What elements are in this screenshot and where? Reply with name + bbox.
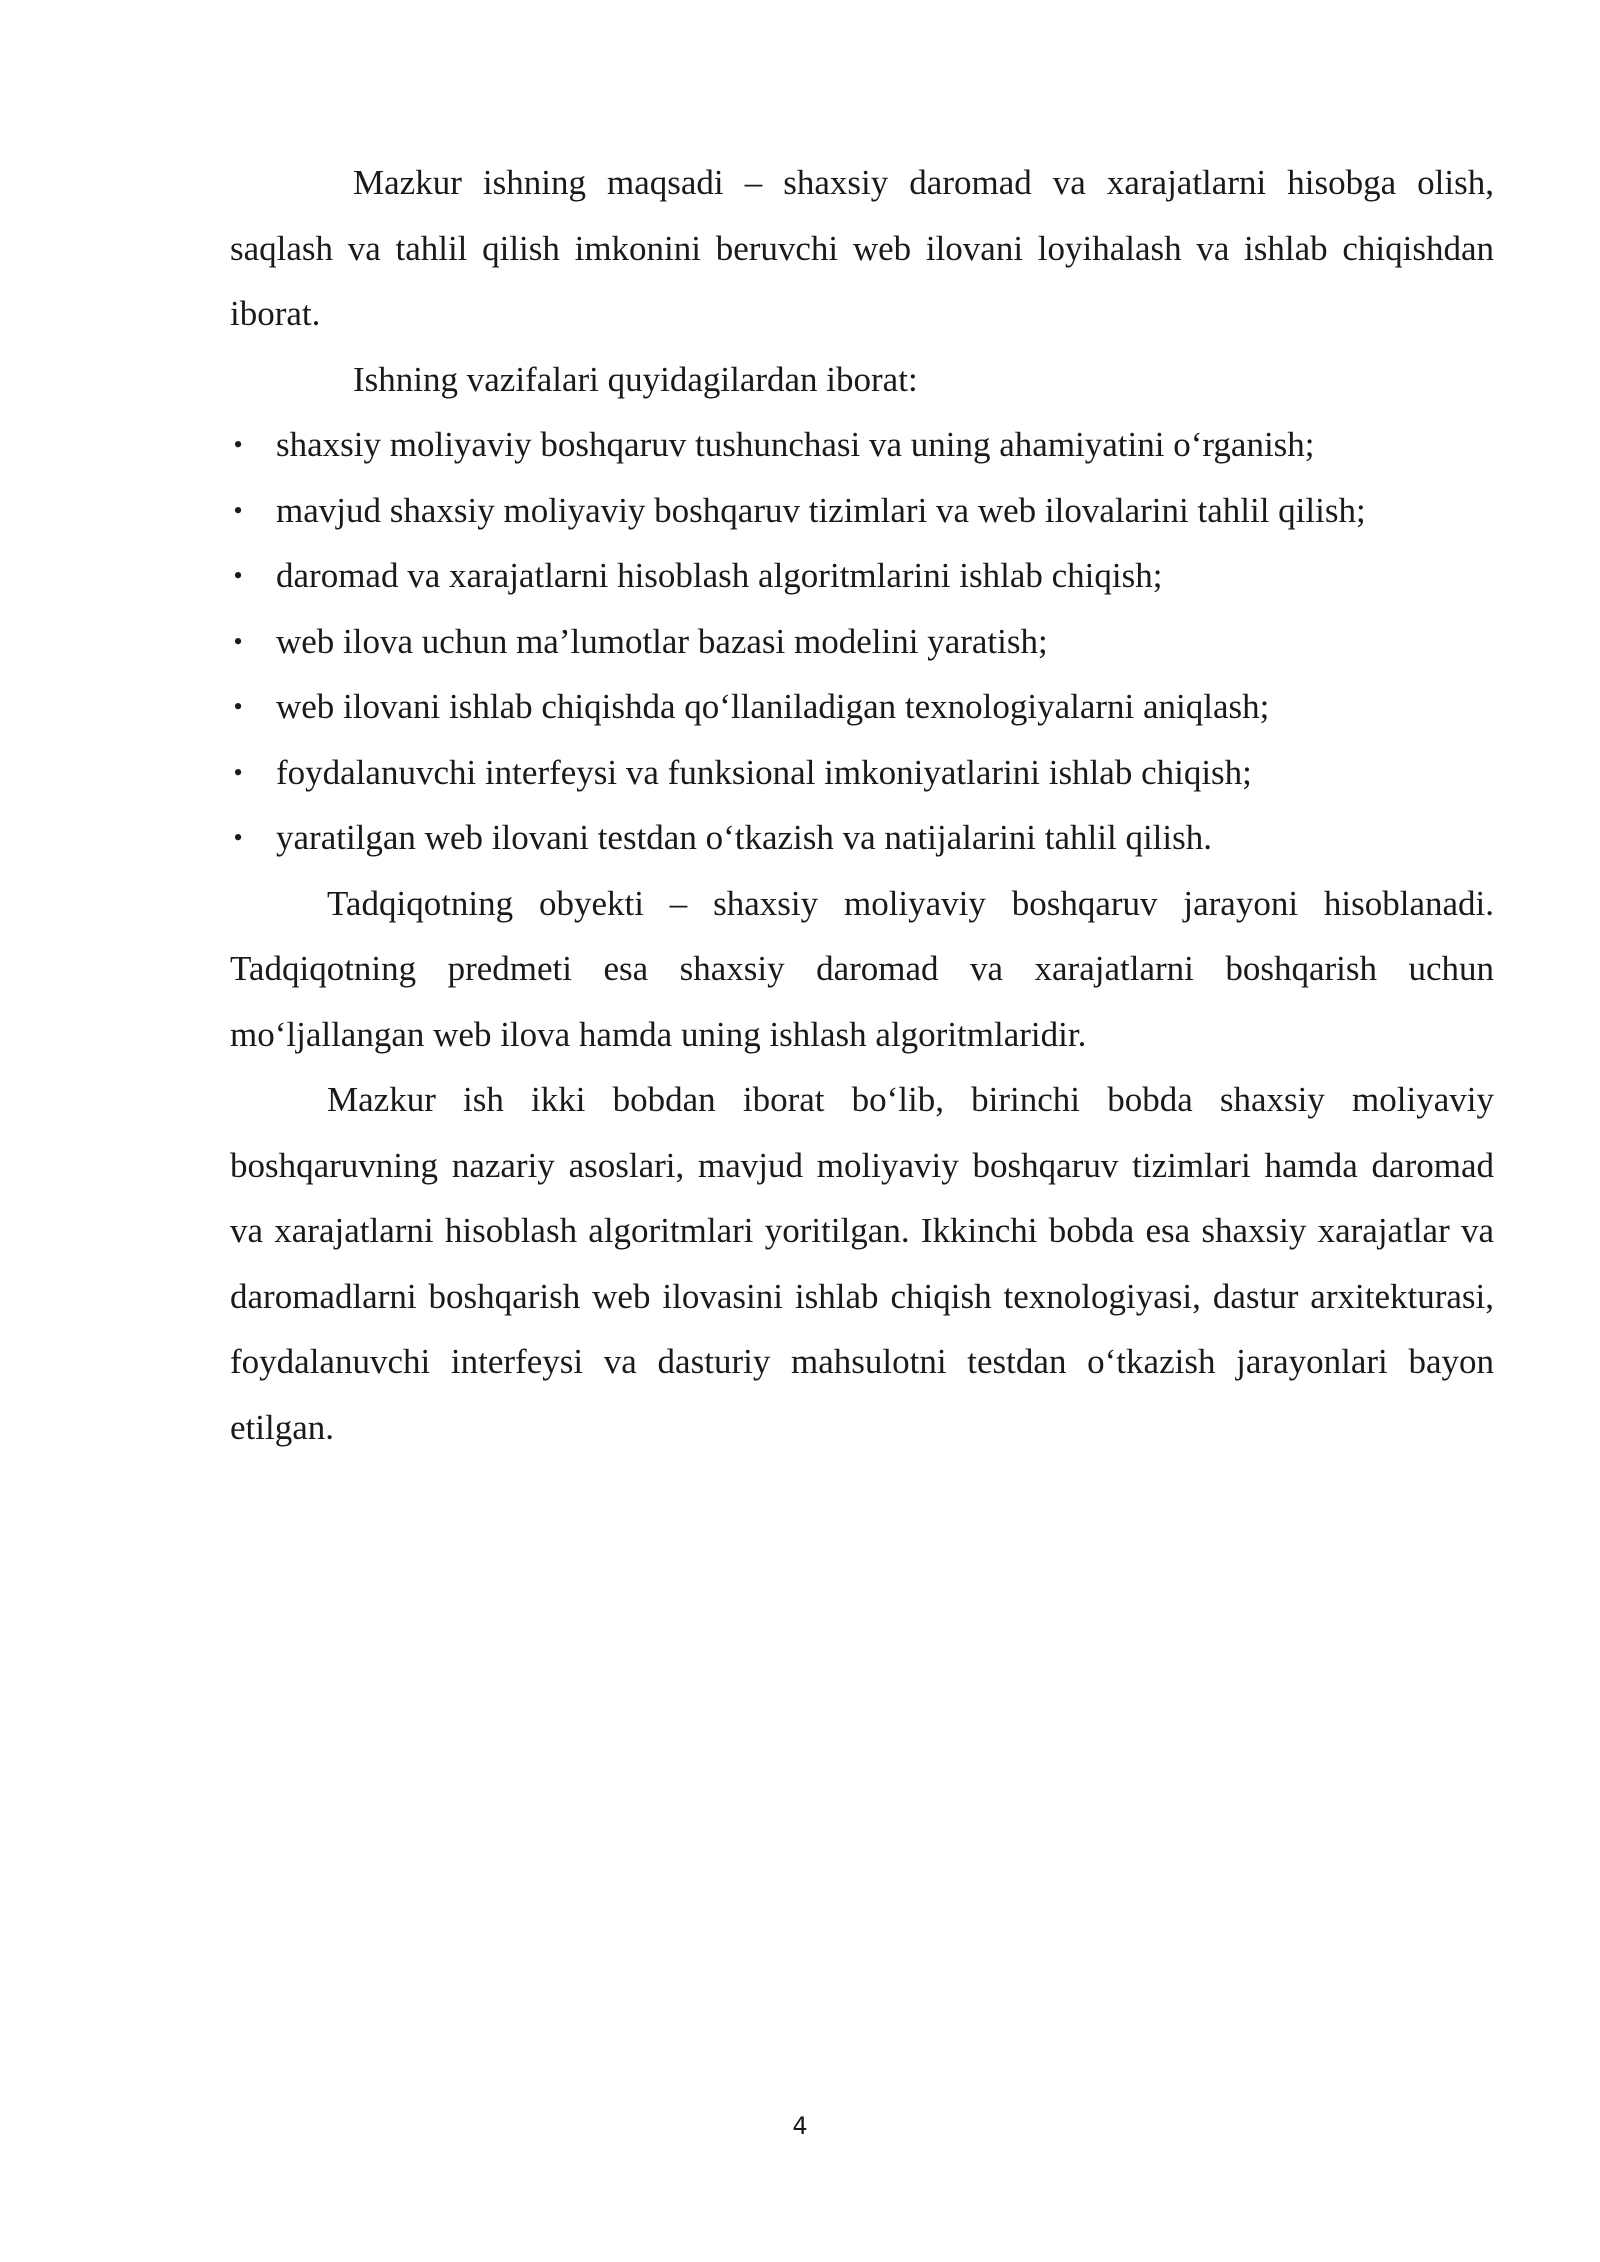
- list-item: [228, 609, 1494, 675]
- structure-paragraph: Mazkur ish ikki bobdan iborat bo‘lib, birinchi bobda shaxsiy moliyaviy boshqaruvning nazariy asoslari, mavjud moliyaviy boshqaruv tizimlari hamda daromad va xarajatlarni hisoblash algoritmlari yoritilgan. Ikkinchi bobda esa shaxsiy xarajatlar va daromadlarni boshqarish web ilovasini ishlab chiqish texnologiyasi, dastur arxitekturasi, foydalanuvchi interfeysi va dasturiy mahsulotni testdan o‘tkazish jarayonlari bayon etilgan.: [230, 1080, 1494, 1447]
- list-item-text: daromad va xarajatlarni hisoblash algoritmlarini ishlab chiqish;: [276, 556, 1163, 595]
- bullet-icon: •: [233, 495, 243, 525]
- list-item-text: foydalanuvchi interfeysi va funksional imkoniyatlarini ishlab chiqish;: [276, 752, 1252, 792]
- bullet-icon: •: [233, 561, 243, 590]
- list-item-text: web ilova uchun ma’lumotlar bazasi modelini yaratish;: [276, 621, 1048, 661]
- list-item: [228, 412, 1494, 478]
- bullet-icon: •: [233, 823, 243, 852]
- list-item-text: shaxsiy moliyaviy boshqaruv tushunchasi va uning ahamiyatini o‘rganish;: [276, 425, 1315, 464]
- list-item-text: yaratilgan web ilovani testdan o‘tkazish va natijalarini tahlil qilish.: [276, 818, 1212, 857]
- list-item: [228, 478, 1494, 544]
- bullet-icon: •: [233, 692, 243, 721]
- bullet-icon: •: [233, 626, 243, 656]
- object-subject-paragraph: Tadqiqotning obyekti – shaxsiy moliyaviy boshqaruv jarayoni hisoblanadi. Tadqiqotning predmeti esa shaxsiy daromad va xarajatlarni boshqarish uchun mo‘ljallangan web ilova hamda uning ishlash algoritmlaridir.: [230, 883, 1494, 1054]
- list-item: [228, 740, 1494, 806]
- list-item-text: mavjud shaxsiy moliyaviy boshqaruv tizimlari va web ilovalarini tahlil qilish;: [276, 490, 1366, 530]
- list-item: [228, 805, 1494, 871]
- tasks-list: [230, 412, 1494, 871]
- page-number: 4: [792, 2112, 808, 2140]
- tasks-lead: Ishning vazifalari quyidagilardan iborat:: [353, 359, 918, 399]
- intro-paragraph: Mazkur ishning maqsadi – shaxsiy daromad va xarajatlarni hisobga olish, saqlash va tahlil qilish imkonini beruvchi web ilovani loyihalash va ishlab chiqishdan iborat.: [230, 163, 1494, 333]
- list-item: [228, 674, 1494, 740]
- bullet-icon: •: [233, 430, 243, 459]
- list-item-text: web ilovani ishlab chiqishda qo‘llaniladigan texnologiyalarni aniqlash;: [276, 687, 1270, 726]
- bullet-icon: •: [233, 757, 243, 787]
- list-item: [228, 543, 1494, 609]
- document-page: [230, 150, 1494, 1460]
